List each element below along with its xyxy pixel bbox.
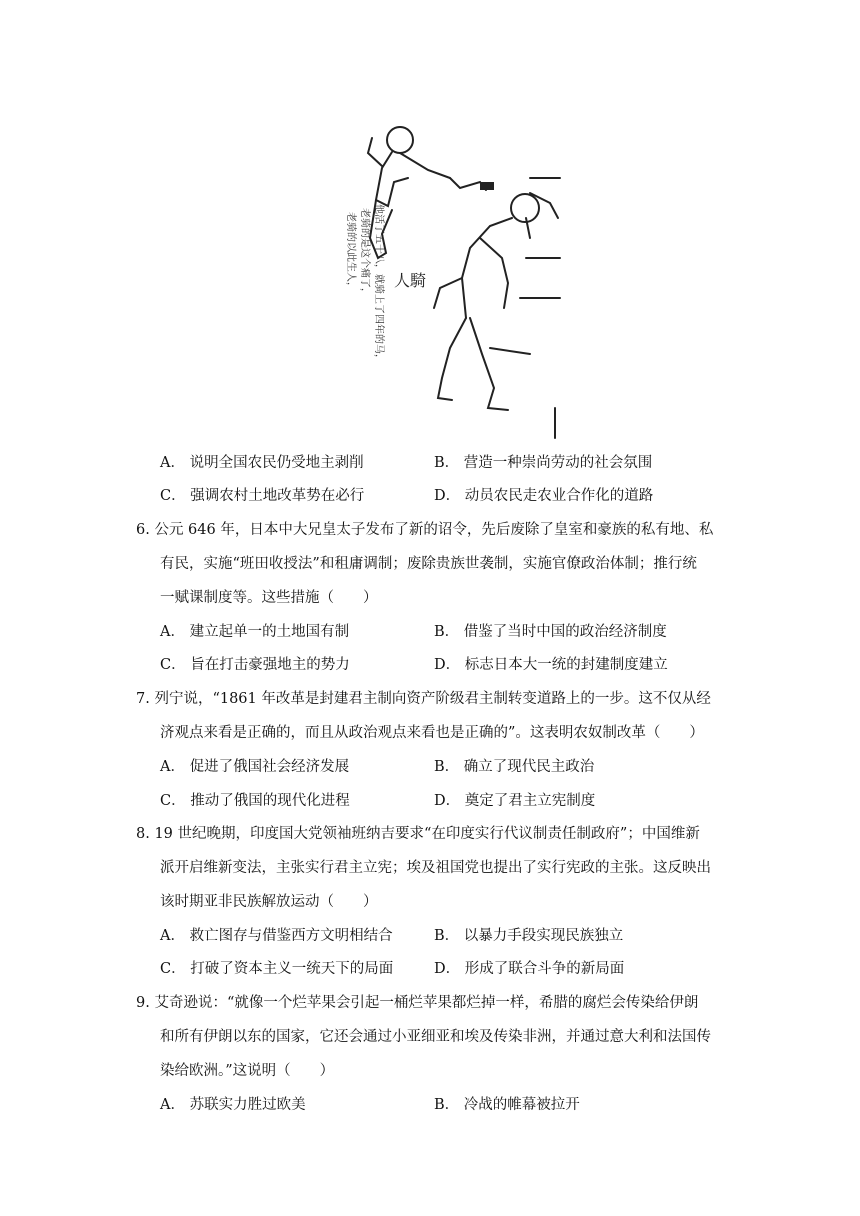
q9-stem-line-2: 和所有伊朗以东的国家，它还会通过小亚细亚和埃及传染非洲，并通过意大利和法国传 — [160, 1029, 711, 1045]
q9-stem-line-1: 9. 艾奇逊说：“就像一个烂苹果会引起一桶烂苹果都烂掉一样，希腊的腐烂会传染给伊朗 — [136, 995, 699, 1011]
q7-option-b[interactable]: B． 确立了现代民主政治 — [434, 759, 595, 775]
q6-option-b[interactable]: B． 借鉴了当时中国的政治经济制度 — [434, 624, 667, 640]
cartoon-caption-3: 老骑的以此生人， — [345, 212, 356, 292]
q7-option-d[interactable]: D． 奠定了君主立宪制度 — [434, 793, 596, 809]
q7-option-a[interactable]: A． 促进了俄国社会经济发展 — [160, 759, 350, 775]
q8-option-d[interactable]: D． 形成了联合斗争的新局面 — [434, 961, 625, 977]
q7-stem-line-1: 7. 列宁说，“1861 年改革是封建君主制向资产阶级君主制转变道路上的一步。这不仅从经 — [136, 691, 711, 707]
q8-stem-line-2: 派开启维新变法，主张实行君主立宪；埃及祖国党也提出了实行宪政的主张。这反映出 — [160, 860, 711, 876]
q9-stem-line-3: 染给欧洲。”这说明（ ） — [160, 1063, 335, 1079]
cartoon-caption-1: 他活了五十八，就骑上了四年的马， — [373, 204, 384, 364]
q8-stem-line-3: 该时期亚非民族解放运动（ ） — [160, 894, 378, 910]
q6-stem-line-1: 6. 公元 646 年，日本中大兄皇太子发布了新的诏令，先后废除了皇室和豪族的私有地、私 — [136, 522, 714, 538]
q5-option-a[interactable]: A． 说明全国农民仍受地主剥削 — [160, 455, 364, 471]
q6-stem-line-2: 有民，实施“班田收授法”和租庸调制；废除贵族世袭制，实施官僚政治体制；推行统 — [160, 556, 697, 572]
q6-option-c[interactable]: C． 旨在打击豪强地主的势力 — [160, 657, 350, 673]
q5-option-b[interactable]: B． 营造一种崇尚劳动的社会氛围 — [434, 455, 653, 471]
q7-option-c[interactable]: C． 推动了俄国的现代化进程 — [160, 793, 350, 809]
cartoon-title: 人騎 — [394, 271, 427, 290]
q8-option-a[interactable]: A． 救亡图存与借鉴西方文明相结合 — [160, 928, 393, 944]
q5-option-d[interactable]: D． 动员农民走农业合作化的道路 — [434, 488, 654, 504]
q8-option-b[interactable]: B． 以暴力手段实现民族独立 — [434, 928, 624, 944]
q8-option-c[interactable]: C． 打破了资本主义一统天下的局面 — [160, 961, 394, 977]
q7-stem-line-2: 济观点来看是正确的，而且从政治观点来看也是正确的”。这表明农奴制改革（ ） — [160, 725, 704, 741]
q5-option-c[interactable]: C． 强调农村土地改革势在必行 — [160, 488, 365, 504]
cartoon-illustration — [330, 108, 562, 440]
q6-stem-line-3: 一赋课制度等。这些措施（ ） — [160, 590, 378, 606]
cartoon-caption-2: 老骑的是这个痛了， — [359, 208, 370, 298]
q9-option-b[interactable]: B． 冷战的帷幕被拉开 — [434, 1097, 580, 1113]
q8-stem-line-1: 8. 19 世纪晚期，印度国大党领袖班纳吉要求“在印度实行代议制责任制政府”；中国维新 — [136, 826, 700, 842]
q6-option-d[interactable]: D． 标志日本大一统的封建制度建立 — [434, 657, 668, 673]
q6-option-a[interactable]: A． 建立起单一的土地国有制 — [160, 624, 350, 640]
q9-option-a[interactable]: A． 苏联实力胜过欧美 — [160, 1097, 306, 1113]
